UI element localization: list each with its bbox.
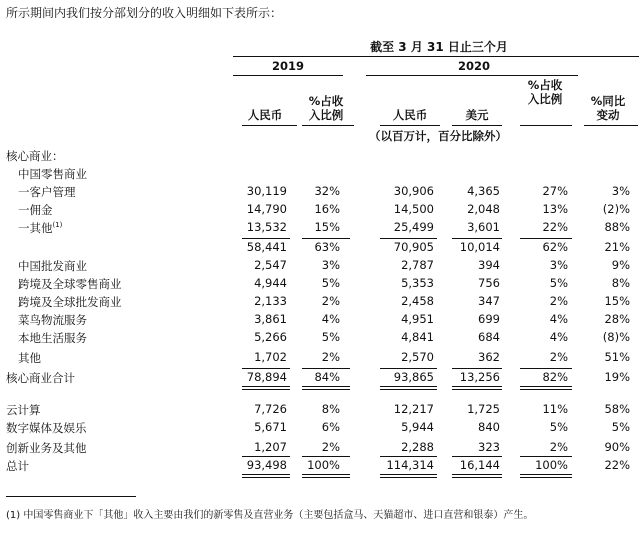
- row-value-col-3: 2,787: [401, 258, 434, 272]
- row-value-col-5: 2%: [549, 294, 568, 308]
- row-value-col-3: 4,841: [401, 330, 434, 344]
- row-value-col-1: 1,702: [254, 350, 287, 364]
- row-value-col-2: 2%: [321, 350, 340, 364]
- table-row: [0, 166, 641, 184]
- row-label: 云计算: [6, 403, 41, 417]
- row-value-col-2: 84%: [314, 370, 340, 384]
- col-rmb-2020: 人民币: [392, 108, 428, 122]
- table-row: [0, 184, 641, 202]
- col-pct-2020: %占收入比例: [527, 78, 563, 106]
- row-value-col-6: 5%: [611, 420, 630, 434]
- row-value-col-1: 5,266: [254, 330, 287, 344]
- row-value-col-4: 4,365: [467, 184, 500, 198]
- double-rule: [520, 474, 572, 478]
- double-rule: [242, 386, 290, 390]
- row-value-col-4: 684: [478, 330, 500, 344]
- double-rule: [242, 474, 290, 478]
- table-row: [0, 258, 641, 276]
- row-value-col-3: 93,865: [393, 370, 434, 384]
- col-rule-1: [242, 125, 297, 126]
- subtotal-rule: [302, 456, 350, 457]
- row-value-col-3: 30,906: [393, 184, 434, 198]
- table-row: [0, 330, 641, 348]
- table-row: [0, 240, 641, 258]
- double-rule: [302, 474, 350, 478]
- table-row: [0, 276, 641, 294]
- row-value-col-2: 100%: [307, 458, 340, 472]
- row-value-col-4: 756: [478, 276, 500, 290]
- year-2019: 2019: [271, 59, 304, 73]
- row-value-col-6: 51%: [604, 350, 630, 364]
- row-value-col-4: 1,725: [467, 402, 500, 416]
- double-rule: [302, 386, 350, 390]
- subtotal-rule: [302, 238, 350, 239]
- row-label: 跨境及全球零售商业: [18, 277, 122, 291]
- row-label: 总计: [6, 459, 29, 473]
- row-value-col-6: 3%: [611, 184, 630, 198]
- row-value-col-1: 5,671: [254, 420, 287, 434]
- row-value-col-5: 11%: [542, 402, 568, 416]
- row-value-col-4: 840: [478, 420, 500, 434]
- subtotal-rule: [242, 456, 290, 457]
- row-label: 中国零售商业: [18, 167, 87, 181]
- table-row: [0, 402, 641, 420]
- row-value-col-1: 78,894: [246, 370, 287, 384]
- col-pct-2019: %占收入比例: [308, 94, 344, 122]
- double-rule: [380, 386, 437, 390]
- table-row: [0, 420, 641, 438]
- table-row: [0, 294, 641, 312]
- row-value-col-6: 15%: [604, 294, 630, 308]
- col-yoy: %同比变动: [590, 94, 626, 122]
- row-value-col-4: 323: [478, 440, 500, 454]
- row-value-col-1: 93,498: [246, 458, 287, 472]
- row-value-col-5: 5%: [549, 420, 568, 434]
- row-value-col-1: 2,547: [254, 258, 287, 272]
- row-value-col-2: 5%: [321, 330, 340, 344]
- row-value-col-2: 2%: [321, 294, 340, 308]
- row-value-col-5: 82%: [542, 370, 568, 384]
- row-value-col-3: 70,905: [393, 240, 434, 254]
- row-value-col-1: 1,207: [254, 440, 287, 454]
- row-value-col-1: 13,532: [246, 220, 287, 234]
- row-label: 跨境及全球批发商业: [18, 295, 122, 309]
- row-value-col-1: 3,861: [254, 312, 287, 326]
- row-value-col-6: 88%: [604, 220, 630, 234]
- subtotal-rule: [380, 238, 437, 239]
- row-value-col-4: 347: [478, 294, 500, 308]
- subtotal-rule: [380, 368, 437, 369]
- row-value-col-1: 2,133: [254, 294, 287, 308]
- subtotal-rule: [242, 238, 290, 239]
- row-value-col-2: 6%: [321, 420, 340, 434]
- row-label: 本地生活服务: [18, 331, 87, 345]
- row-label: 核心商业合计: [6, 371, 75, 385]
- subtotal-rule: [302, 368, 350, 369]
- row-value-col-3: 12,217: [393, 402, 434, 416]
- row-value-col-5: 100%: [535, 458, 568, 472]
- row-label: 创新业务及其他: [6, 441, 87, 455]
- row-value-col-5: 27%: [542, 184, 568, 198]
- double-rule: [380, 474, 437, 478]
- year-2020-rule: [366, 75, 578, 76]
- row-label: 菜鸟物流服务: [18, 313, 87, 327]
- subtotal-rule: [452, 238, 502, 239]
- subtotal-rule: [380, 456, 437, 457]
- year-2020: 2020: [457, 59, 490, 73]
- row-value-col-6: 90%: [604, 440, 630, 454]
- row-value-col-3: 5,353: [401, 276, 434, 290]
- row-value-col-6: (2)%: [602, 202, 630, 216]
- row-value-col-6: 8%: [611, 276, 630, 290]
- row-value-col-4: 3,601: [467, 220, 500, 234]
- table-row: [0, 350, 641, 368]
- row-value-col-5: 22%: [542, 220, 568, 234]
- row-value-col-2: 15%: [314, 220, 340, 234]
- row-value-col-4: 394: [478, 258, 500, 272]
- row-value-col-5: 13%: [542, 202, 568, 216]
- double-rule: [520, 386, 572, 390]
- table-row: [0, 220, 641, 238]
- row-value-col-1: 58,441: [246, 240, 287, 254]
- subtotal-rule: [452, 368, 502, 369]
- row-value-col-1: 30,119: [246, 184, 287, 198]
- row-value-col-3: 2,570: [401, 350, 434, 364]
- col-rmb-2019: 人民币: [247, 108, 283, 122]
- row-value-col-5: 4%: [549, 330, 568, 344]
- col-rule-6: [584, 125, 638, 126]
- row-value-col-6: 21%: [604, 240, 630, 254]
- row-value-col-3: 4,951: [401, 312, 434, 326]
- row-label: 核心商业：: [6, 149, 64, 163]
- row-value-col-5: 62%: [542, 240, 568, 254]
- row-value-col-6: 58%: [604, 402, 630, 416]
- row-value-col-5: 4%: [549, 312, 568, 326]
- col-rule-3: [380, 125, 440, 126]
- row-value-col-2: 3%: [321, 258, 340, 272]
- row-value-col-2: 32%: [314, 184, 340, 198]
- row-value-col-2: 16%: [314, 202, 340, 216]
- row-value-col-3: 114,314: [386, 458, 434, 472]
- footnote-rule: [6, 496, 136, 497]
- table-row: [0, 312, 641, 330]
- row-value-col-5: 2%: [549, 440, 568, 454]
- row-value-col-4: 2,048: [467, 202, 500, 216]
- row-value-col-3: 14,500: [393, 202, 434, 216]
- row-value-col-4: 362: [478, 350, 500, 364]
- footnote-marker: (1): [52, 221, 63, 230]
- row-label: 一其他$^{(1)}$: [18, 221, 63, 235]
- row-value-col-4: 10,014: [459, 240, 500, 254]
- subtotal-rule: [520, 238, 572, 239]
- row-value-col-6: 28%: [604, 312, 630, 326]
- row-label: 其他: [18, 351, 41, 365]
- subtotal-rule: [242, 368, 290, 369]
- col-rule-4: [452, 125, 502, 126]
- row-value-col-2: 63%: [314, 240, 340, 254]
- row-value-col-1: 7,726: [254, 402, 287, 416]
- double-rule: [452, 386, 502, 390]
- period-header: 截至 3 月 31 日止三个月: [370, 40, 508, 54]
- table-row: [0, 148, 641, 166]
- subtotal-rule: [520, 368, 572, 369]
- row-value-col-2: 5%: [321, 276, 340, 290]
- table-row: [0, 202, 641, 220]
- col-rule-2: [302, 125, 354, 126]
- row-value-col-4: 13,256: [459, 370, 500, 384]
- year-2019-rule: [233, 75, 343, 76]
- double-rule: [452, 474, 502, 478]
- row-value-col-2: 4%: [321, 312, 340, 326]
- row-value-col-6: 22%: [604, 458, 630, 472]
- row-value-col-6: (8)%: [602, 330, 630, 344]
- row-value-col-1: 14,790: [246, 202, 287, 216]
- period-rule: [233, 56, 639, 57]
- row-value-col-3: 5,944: [401, 420, 434, 434]
- row-value-col-3: 2,288: [401, 440, 434, 454]
- row-value-col-4: 699: [478, 312, 500, 326]
- row-value-col-3: 25,499: [393, 220, 434, 234]
- footnote: (1) 中国零售商业下「其他」收入主要由我们的新零售及直营业务（主要包括盒马、天猫超市、进口直营和银泰）产生。: [6, 510, 534, 521]
- subtotal-rule: [452, 456, 502, 457]
- subtotal-rule: [520, 456, 572, 457]
- row-label: 数字媒体及娱乐: [6, 421, 87, 435]
- row-label: 一佣金: [18, 203, 53, 217]
- row-value-col-2: 8%: [321, 402, 340, 416]
- row-value-col-1: 4,944: [254, 276, 287, 290]
- row-value-col-6: 19%: [604, 370, 630, 384]
- row-label: 一客户管理: [18, 185, 76, 199]
- col-usd-2020: 美元: [465, 108, 489, 122]
- units-note: （以百万计，百分比除外）: [369, 129, 507, 143]
- row-value-col-4: 16,144: [459, 458, 500, 472]
- col-rule-5: [520, 125, 572, 126]
- row-value-col-5: 5%: [549, 276, 568, 290]
- row-value-col-5: 3%: [549, 258, 568, 272]
- row-value-col-2: 2%: [321, 440, 340, 454]
- row-value-col-5: 2%: [549, 350, 568, 364]
- row-value-col-3: 2,458: [401, 294, 434, 308]
- row-label: 中国批发商业: [18, 259, 87, 273]
- row-value-col-6: 9%: [611, 258, 630, 272]
- intro-text: 所示期间内我们按分部划分的收入明细如下表所示：: [6, 6, 283, 20]
